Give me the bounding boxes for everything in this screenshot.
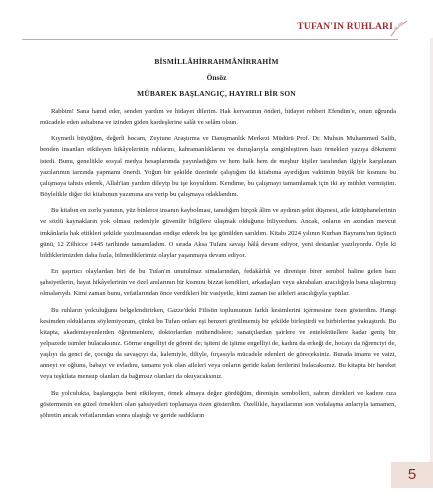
header-divider: [22, 39, 398, 40]
basmala-heading: BİSMİLLÂHİRRAHMÂNİRRAHÎM: [154, 57, 279, 66]
title-block: [0, 57, 433, 98]
body-text: [40, 106, 396, 426]
paragraph: Bu ruhların yolculuğunu belgelendirirken, Gazze'deki Filistin toplumunun farklı kesimlerini içermesine özen gösterdim. Hangi kesimden olduklarını söylemiyorum, çünkü bu Tufan onları eşi benzeri görülmemiş bir şekilde birleştirdi ve birbirlerine yakıaştırdı. Bu kitapta, akademisyenlerden öğretmenlere, doktorlardan mühendislere; sanatçılardan şairlere ve entelektüellere kadar geniş bir yelpazede isimler bulacaksınız. Görme engelliyi de göreni de; işiteni de işitme engelliyi de, kadını da erkeği de, hocayı da öğrenciyi de, yaşlıyı da genci de, çocuğu da savaşçıyı da, kalemiyle, diliyle, fırçasıyla mücadele edenleri de göreceksiniz. Burada imamı ve vaizi, anneyi ve oğlunu, babayı ve evladını, tamamı yok olan aileleri veya onların geride kalan fertlerini bulacaksınız. Bu kitapta bir hareket veya teşkilata mensup olanları da bağımsız olanları da okuyacaksınız.: [40, 306, 396, 381]
paragraph: Kıymetli büyüğüm, değerli hocam, Zeytune Araştırma ve Danışmanlık Merkezi Müdürü Prof. Dr. Muhsin Muhammed Salih, benden insanları etkileyen hikâyelerinin ruhlarını, kahramanlıklarını ve duruşlarıyla zenginleştiren bazı örnekleri yazıya dökmemi istedi. Bunu, geneliikle sosyal medya hesaplarımda yayınladığım ve hem halk hem de meşhur kişiler tarafından ilgiyle karşılanan yazılarımın tarzında yapmamı önerdi. Yoğun bir şekilde üzerinde çalıştığım iki kitabıma ayırdığım vaktimin büyük bir kısmını bu çalışmaya tahsis ederek, Allah'tan yardım dileyip bu işe koyuldum. Kendime, bu çalışmayı tamamlamak için iki ay mühlet vermiştim. Böylelikle diğer iki kitabımın yazımına ara verip bu çalışmaya odaklandım.: [40, 135, 396, 199]
paragraph: Bu yolculukta, başlangıçta beni etkileyen, örnek almaya değer gördüğüm, direnişin sembolleri, sabrın direkleri ve kadere rıza göstermenin en güzel örnekleri olan şahsiyetleri toplamaya özen gösterdim. Özellikle, hayatlarının son vedalaşma anlarıyla tamamen, şöhretin ancak vefatlarından sonra ulaştığı ve geride sadıkların: [40, 389, 396, 419]
paragraph: En şaşırtıcı olaylardan biri de bu Tufan'ın unutulmaz simalarından, fedakârlık ve direnişte birer sembol haline gelen bazı şahsiyetlerin, hayat hikâyelerinin ve özel anılarının bir kısmını bizzat kendileri, arkadaşları veya akrabaları aracılığıyla bana ulaştırmış olmalarıydı. Kimi zaman bunu, vefatlarından önce verdikleri bir vasiyetle, kimi zaman ise aileleri aracılığıyla yaptılar.: [40, 268, 396, 298]
section-heading: Önsöz: [206, 73, 227, 82]
paragraph: Rabbim! Sana hamd eder, senden yardım ve hidayet dilerim. Hak kervanının önderi, hidayet rehberi Efendim'e, onun uğrunda mücadele eden ashabına ve izinden giden kardeşlerine salât ve selâm olsun.: [40, 108, 396, 127]
page-number-badge: [391, 462, 433, 488]
leaf-ornament-icon: [389, 18, 409, 38]
book-title-header: TUFAN'IN RUHLARI: [297, 22, 393, 32]
paragraph: Bu kitabın en zorlu yanının, yüz binlerce insanın kaybolması, tanıdığım birçok âlim ve aydının şehit düşmesi, aile kütüphanelerinin ve sözlü kaynakların yok olması nedeniyle güvenilir bilgilere ulaşmak olduğunu biliyordum. Ancak, onların en azından mevcut imkânlarla hak ettikleri şekilde yazılmasından endişe ederek bu işe gönülden sarıldım. Kitabı 2024 yılının Kurban Bayramı'nın üçüncü günü, 12 Zilhicce 1445 tarihinde tamamladım. O sırada Aksa Tufanı savaşı hâlâ devam ediyor, yeni destanlar yazılıyordu. Öyle ki bildiklerimizden daha fazla, bilmediklerimiz olaylar yaşanmaya devam ediyor.: [40, 207, 396, 259]
page-number: 5: [407, 466, 417, 483]
chapter-subtitle: MÜBAREK BAŞLANGIÇ, HAYIRLI BİR SON: [137, 89, 296, 98]
